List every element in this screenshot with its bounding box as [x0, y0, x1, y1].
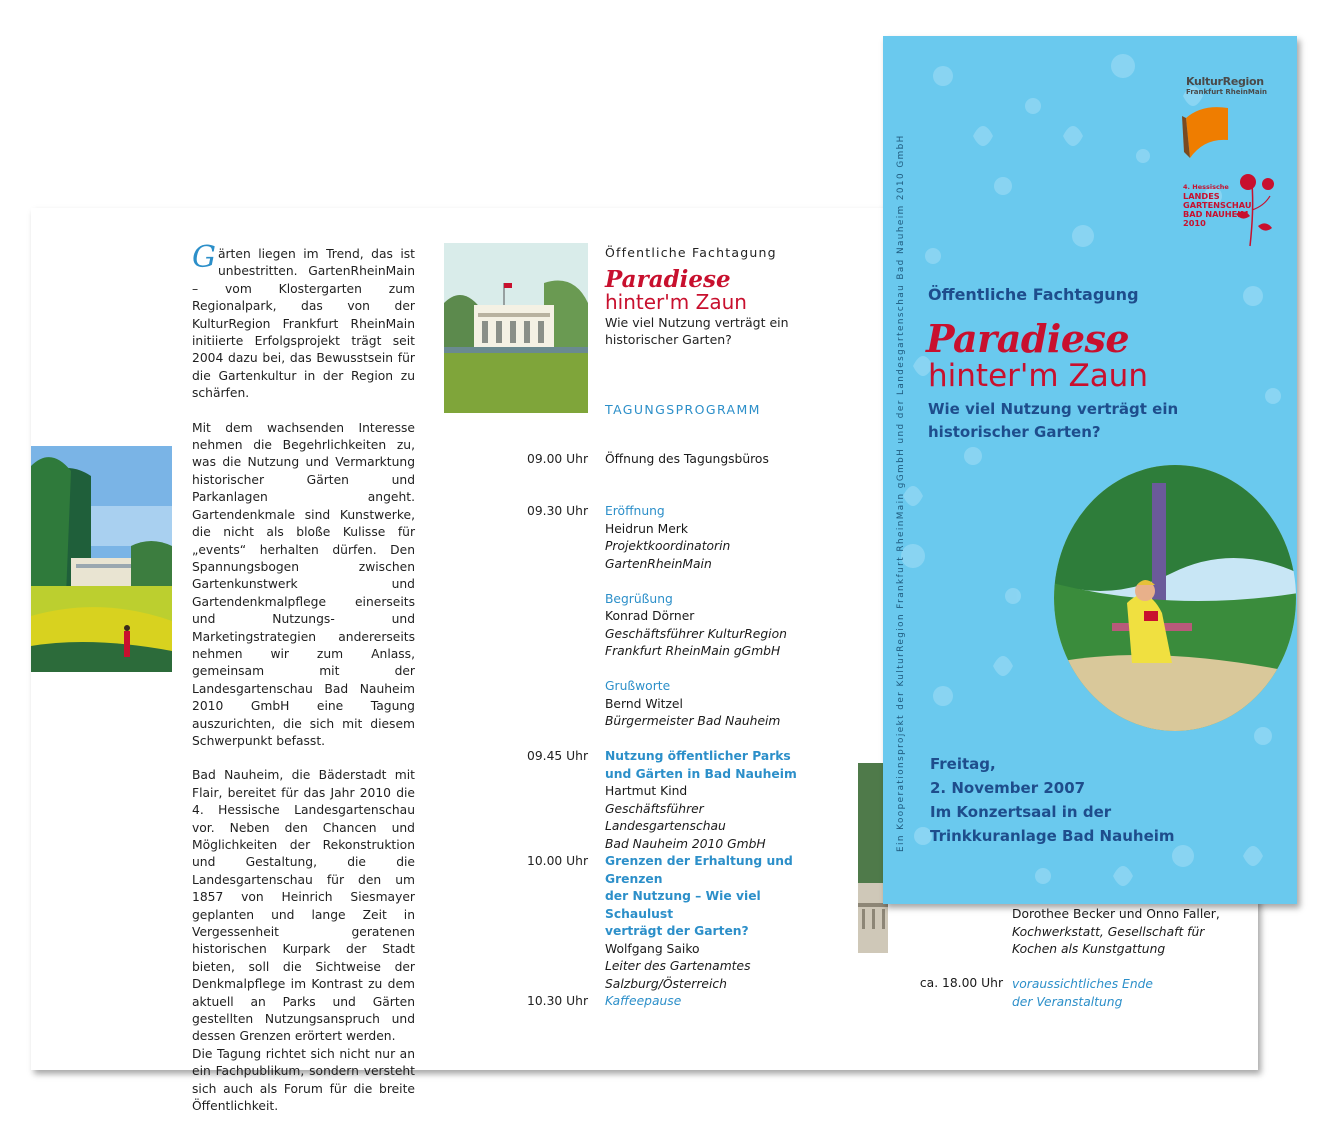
- intro-paragraph-3: Bad Nauheim, die Bäderstadt mit Flair, bereitet für das Jahr 2010 die 4. Hessische Landesgartenschau vor. Neben den Chancen und Möglichkeiten der Rekonstruktion und Gestaltung, die die Landesgartenschau für den um 1857 von Heinrich Siesmayer geplanten und lange Zeit in Vergessenheit geratenen historischen Kurpark der Stadt bieten, soll die Sichtweise der Denkmalpflege im Kontrast zu dem aktuell an Parks und Gärten gestellten Nutzungsanspruch und dessen Grenzen erörtert werden.: [192, 768, 415, 1044]
- program-item-title: verträgt der Garten?: [605, 924, 749, 938]
- cover-spine-text: Ein Kooperationsprojekt der KulturRegion Frankfurt RheinMain gGmbH und der Landesgartenschau Bad Nauheim 2010 GmbH: [896, 134, 906, 852]
- program-time: 09.00 Uhr: [527, 452, 588, 466]
- reading-woman-painting: [1052, 463, 1298, 733]
- intro-paragraph-4: Die Tagung richtet sich nicht nur an ein Fachpublikum, sondern versteht sich auch als Forum für die breite Öffentlichkeit.: [192, 1046, 415, 1114]
- kulturregion-logo-icon: [1182, 100, 1232, 160]
- program-time: 10.00 Uhr: [527, 854, 588, 868]
- program-item-title: Grenzen der Erhaltung und Grenzen: [605, 854, 793, 886]
- cover-date-line: 2. November 2007: [930, 779, 1086, 797]
- cover-venue-line: Trinkkuranlage Bad Nauheim: [930, 827, 1175, 845]
- program-subtitle: Wie viel Nutzung verträgt ein historischer Garten?: [605, 315, 789, 347]
- lgs-logo-line: 4. Hessische: [1183, 183, 1229, 191]
- program-item-title: Kaffeepause: [605, 994, 682, 1008]
- cover-title-line2: hinter'm Zaun: [928, 358, 1148, 394]
- kulturregion-logo-subtext: Frankfurt RheinMain: [1186, 88, 1267, 96]
- cover-kicker: Öffentliche Fachtagung: [928, 285, 1139, 304]
- speaker-name: Wolfgang Saiko: [605, 941, 700, 956]
- program-time: 10.30 Uhr: [527, 994, 588, 1008]
- kulturregion-logo-text: KulturRegion: [1186, 75, 1264, 88]
- speaker-role: Geschäftsführer KulturRegion: [605, 626, 787, 641]
- cover-date-line: Freitag,: [930, 755, 996, 773]
- cover-subtitle: [928, 398, 1228, 444]
- end-note-line: der Veranstaltung: [1012, 994, 1123, 1009]
- program-title-line1: Paradiese: [605, 266, 731, 293]
- dropcap-letter: G: [192, 240, 216, 275]
- speaker-role: Bad Nauheim 2010 GmbH: [605, 836, 766, 851]
- speaker-name: Heidrun Merk: [605, 521, 688, 536]
- program-item-label: Begrüßung: [605, 591, 673, 606]
- speaker-role: Projektkoordinatorin: [605, 539, 731, 553]
- program-item: [605, 503, 825, 731]
- end-note-line: voraussichtliches Ende: [1012, 977, 1153, 991]
- program-section-heading: TAGUNGSPROGRAMM: [605, 402, 761, 417]
- cover-date-venue: [930, 752, 1175, 848]
- speaker-role: Frankfurt RheinMain gGmbH: [605, 644, 781, 658]
- program-time: 09.30 Uhr: [527, 504, 588, 518]
- lgs-logo-line: 2010: [1183, 218, 1206, 228]
- program-time: 09.45 Uhr: [527, 749, 588, 763]
- program-item-label: Grußworte: [605, 679, 671, 693]
- program-end-note: [1012, 976, 1153, 1011]
- speaker-name: Bernd Witzel: [605, 696, 683, 711]
- cover-subtitle-line: Wie viel Nutzung verträgt ein: [928, 400, 1179, 418]
- program-item-title: und Gärten in Bad Nauheim: [605, 766, 797, 781]
- program-item-title: der Nutzung – Wie viel Schaulust: [605, 889, 761, 921]
- lgs-logo-line: GARTENSCHAU: [1183, 200, 1252, 210]
- program-item-label: Eröffnung: [605, 504, 665, 518]
- program-item: [605, 451, 825, 469]
- speaker-name: Hartmut Kind: [605, 784, 688, 798]
- intro-paragraph-2: Mit dem wachsenden Interesse nehmen die Begehrlichkeiten zu, was die Nutzung und Vermarktung historischer Gärten und Parkanlagen angeht. Gartendenkmale sind Kunstwerke, die nicht als bloße Kulisse für „events“ herhalten dürfen. Den Spannungsbogen zwischen Gartenkunstwerk und Gartendenkmalpflege einerseits und Nutzungs- und Marketingstrategien andererseits nehmen wir zum Anlass, gemeinsam mit der Landesgartenschau Bad Nauheim 2010 GmbH eine Tagung auszurichten, die sich mit diesem Schwerpunkt befasst.: [192, 420, 415, 748]
- speaker-role: Kochen als Kunstgattung: [1012, 942, 1166, 956]
- lgs-logo-line: BAD NAUHEIM: [1183, 209, 1249, 219]
- speaker-role: Salzburg/Österreich: [605, 976, 727, 991]
- kurhaus-photo: [444, 243, 588, 413]
- speaker-role: Leiter des Gartenamtes: [605, 959, 751, 973]
- cover-subtitle-line: historischer Garten?: [928, 423, 1101, 441]
- program-item: [605, 748, 825, 853]
- intro-text: [192, 240, 415, 1133]
- program-item-title: Nutzung öffentlicher Parks: [605, 749, 791, 763]
- speaker-role: Bürgermeister Bad Nauheim: [605, 714, 781, 728]
- back-program-item: [1012, 906, 1222, 959]
- speaker-role: Kochwerkstatt, Gesellschaft für: [1012, 924, 1205, 939]
- speaker-role: Geschäftsführer Landesgartenschau: [605, 801, 726, 833]
- speaker-name: Konrad Dörner: [605, 609, 695, 623]
- cover-venue-line: Im Konzertsaal in der: [930, 803, 1112, 821]
- program-item: [605, 853, 825, 993]
- speaker-name: Dorothee Becker und Onno Faller,: [1012, 907, 1220, 921]
- program-time: ca. 18.00 Uhr: [919, 976, 1003, 990]
- lgs-logo-line: LANDES: [1183, 191, 1220, 201]
- program-title-line2: hinter'm Zaun: [605, 290, 747, 314]
- program-kicker: Öffentliche Fachtagung: [605, 245, 777, 260]
- kurpark-painting-image: [31, 446, 172, 672]
- cover-title-line1: Paradiese: [926, 316, 1130, 361]
- program-item-title: Öffnung des Tagungsbüros: [605, 452, 769, 466]
- speaker-role: GartenRheinMain: [605, 556, 712, 571]
- intro-paragraph-1: ärten liegen im Trend, das ist unbestritten. GartenRheinMain – vom Klostergarten zum Regionalpark, das von der KulturRegion Frankfurt RheinMain initiierte Erfolgsprojekt trägt seit 2004 dazu bei, das Bewusstsein für die Gartenkultur in der Region zu schärfen.: [192, 247, 415, 401]
